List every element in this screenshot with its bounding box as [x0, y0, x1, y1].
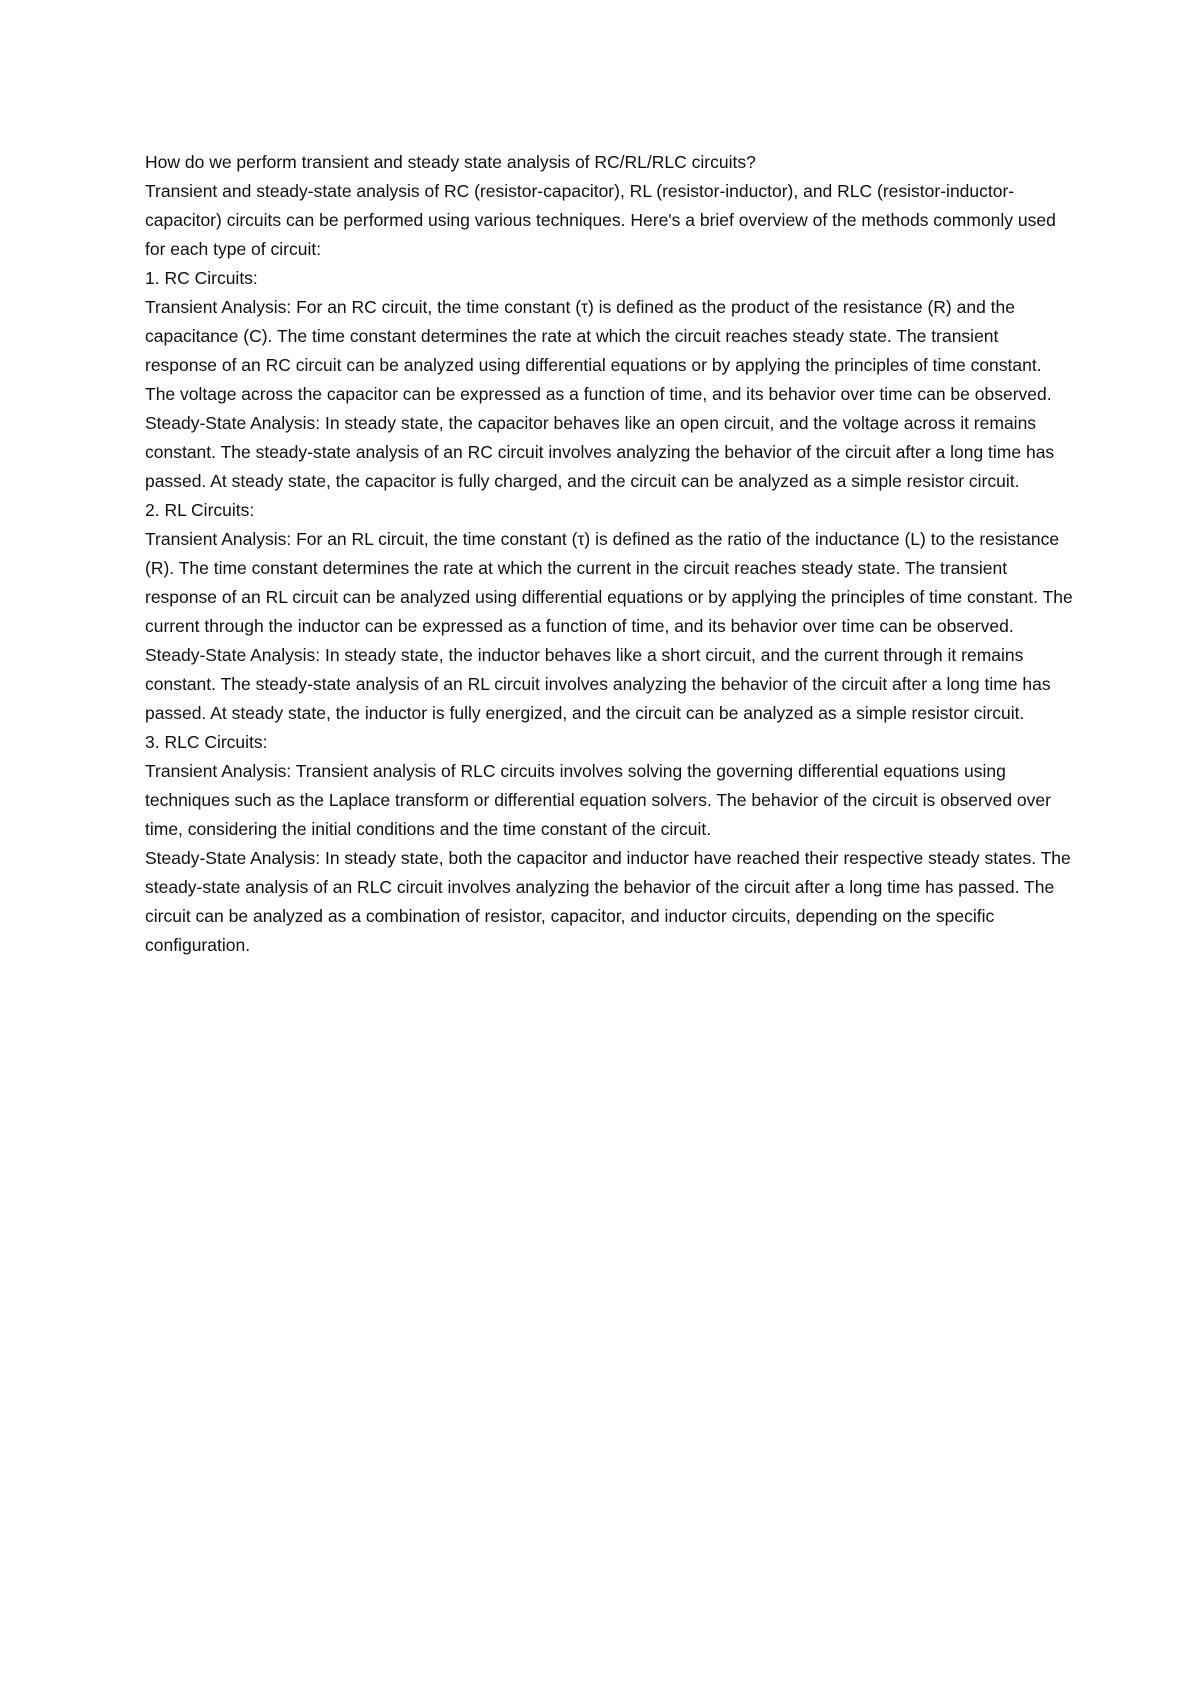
intro-paragraph: Transient and steady-state analysis of RC (resistor-capacitor), RL (resistor-inductor), and RLC (resistor-inductor-capacitor) circuits can be performed using various techniques. Here's a brief overview of the methods commonly used for each type of circuit:	[145, 181, 1056, 259]
section-heading-rlc: 3. RLC Circuits:	[145, 732, 268, 752]
document-page	[145, 148, 1075, 960]
question-text: How do we perform transient and steady state analysis of RC/RL/RLC circuits?	[145, 152, 756, 172]
rc-transient-paragraph: Transient Analysis: For an RC circuit, the time constant (τ) is defined as the product of the resistance (R) and the capacitance (C). The time constant determines the rate at which the circuit reaches steady state. The transient response of an RC circuit can be analyzed using differential equations or by applying the principles of time constant. The voltage across the capacitor can be expressed as a function of time, and its behavior over time can be observed.	[145, 297, 1052, 404]
rlc-transient-paragraph: Transient Analysis: Transient analysis of RLC circuits involves solving the governing differential equations using techniques such as the Laplace transform or differential equation solvers. The behavior of the circuit is observed over time, considering the initial conditions and the time constant of the circuit.	[145, 761, 1051, 839]
rlc-steady-paragraph: Steady-State Analysis: In steady state, both the capacitor and inductor have reached their respective steady states. The steady-state analysis of an RLC circuit involves analyzing the behavior of the circuit after a long time has passed. The circuit can be analyzed as a combination of resistor, capacitor, and inductor circuits, depending on the specific configuration.	[145, 848, 1071, 955]
rl-transient-paragraph: Transient Analysis: For an RL circuit, the time constant (τ) is defined as the ratio of the inductance (L) to the resistance (R). The time constant determines the rate at which the current in the circuit reaches steady state. The transient response of an RL circuit can be analyzed using differential equations or by applying the principles of time constant. The current through the inductor can be expressed as a function of time, and its behavior over time can be observed.	[145, 529, 1073, 636]
rl-steady-paragraph: Steady-State Analysis: In steady state, the inductor behaves like a short circuit, and the current through it remains constant. The steady-state analysis of an RL circuit involves analyzing the behavior of the circuit after a long time has passed. At steady state, the inductor is fully energized, and the circuit can be analyzed as a simple resistor circuit.	[145, 645, 1051, 723]
section-heading-rc: 1. RC Circuits:	[145, 268, 258, 288]
rc-steady-paragraph: Steady-State Analysis: In steady state, the capacitor behaves like an open circuit, and the voltage across it remains constant. The steady-state analysis of an RC circuit involves analyzing the behavior of the circuit after a long time has passed. At steady state, the capacitor is fully charged, and the circuit can be analyzed as a simple resistor circuit.	[145, 413, 1055, 491]
section-heading-rl: 2. RL Circuits:	[145, 500, 255, 520]
